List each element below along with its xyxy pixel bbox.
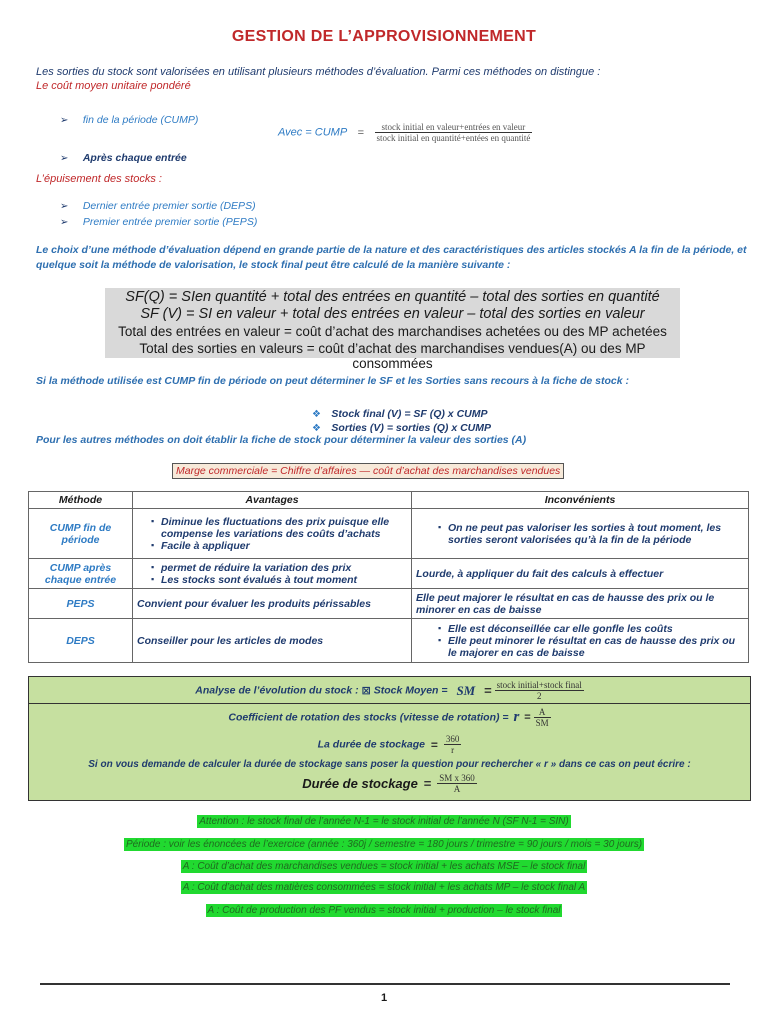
- diamond-bullet-icon: ❖: [312, 409, 321, 420]
- duree-stockage-alt-row: Si on vous demande de calculer la durée de stockage sans poser la question pour rechercher « r » dans ce cas on peut écrire : Durée de stockage = $\frac{\text{SM x 360}}{A}$: [28, 757, 751, 801]
- cump-bullet-1: ❖ Stock final (V) = SF (Q) x CUMP: [312, 408, 488, 420]
- cump-formula-prefix: Avec = CUMP: [278, 126, 348, 139]
- cump-fraction: $\frac{\text{stock initial en valeur+entrées en valeur}}{\text{stock initial en quantité+entées en quantité}}$: [376, 122, 531, 143]
- arrow-bullet-icon: ➢: [60, 217, 69, 228]
- formula-sf-quantity: SF(Q) = SIen quantité + total des entrées en quantité – total des sorties en quantité: [125, 289, 660, 305]
- cump-paragraph: Si la méthode utilisée est CUMP fin de période on peut déterminer le SF et les Sorties sans recours à la fiche de stock :: [36, 375, 630, 387]
- epuisement-heading: L’épuisement des stocks :: [36, 173, 162, 185]
- arrow-bullet-icon: ➢: [60, 153, 69, 164]
- stock-formulas-box: [105, 288, 680, 371]
- cump-bullet-2: ❖ Sorties (V) = sorties (Q) x CUMP: [312, 422, 491, 434]
- table-row: CUMP fin de période ▪ Diminue les fluctuations des prix puisque elle compense les variations des coûts d’achats ▪ Facile à appliquer ▪ On ne peut pas valoriser les sorties à tout moment, les sorties seront valorisées qu’à la fin de la période: [29, 509, 749, 559]
- checkbox-glyph-icon: ⊠: [361, 685, 371, 697]
- formula-total-entries: Total des entrées en valeur = coût d’achat des marchandises achetées ou des MP achetées: [118, 324, 667, 339]
- formula-total-exits: Total des sorties en valeurs = coût d’achat des marchandises vendues(A) ou des MP consommées: [139, 341, 646, 371]
- table-row: DEPS Conseiller pour les articles de modes ▪ Elle est déconseillée car elle gonfle les coûts ▪ Elle peut minorer le résultat en cas de hausse des prix ou le majorer en cas de baisse: [29, 619, 749, 663]
- cump-item-2: ➢ Après chaque entrée: [60, 152, 187, 164]
- table-header-method: Méthode: [29, 492, 133, 509]
- table-row: CUMP après chaque entrée ▪ permet de réduire la variation des prix ▪ Les stocks sont évalués à tout moment Lourde, à appliquer du fait des calculs à effectuer: [29, 559, 749, 589]
- page-title: GESTION DE L’APPROVISIONNEMENT: [231, 28, 537, 45]
- table-row: PEPS Convient pour évaluer les produits périssables Elle peut majorer le résultat en cas de hausse des prix ou le minorer en cas de baisse: [29, 589, 749, 619]
- rotation-row: Coefficient de rotation des stocks (vitesse de rotation) = r = $\frac{A}{SM}$: [28, 704, 751, 732]
- duree-stockage-row: La durée de stockage = $\frac{360}{r}$: [28, 731, 751, 758]
- formula-sf-value: SF (V) = SI en valeur + total des entrées en valeur – total des sorties en valeur: [140, 306, 645, 322]
- other-methods-text: Pour les autres méthodes on doit établir la fiche de stock pour déterminer la valeur des sorties (A): [36, 434, 527, 446]
- highlight-note-1: Attention : le stock final de l’année N-1 = le stock initial de l’année N (SF N-1 = SIN): [199, 816, 569, 827]
- diamond-bullet-icon: ❖: [312, 423, 321, 434]
- epuisement-item-2: ➢ Premier entrée premier sortie (PEPS): [60, 216, 258, 228]
- footer-divider: [40, 983, 730, 985]
- choice-paragraph: Le choix d’une méthode d’évaluation dépend en grande partie de la nature et des caractéristiques des articles stockés A la fin de la période, et quelque soit la méthode de valorisation, le stock final peut être calculé de la manière suivante :: [36, 244, 747, 271]
- epuisement-item-1: ➢ Dernier entrée premier sortie (DEPS): [60, 200, 256, 212]
- stock-moyen-row: Analyse de l’évolution du stock : ⊠ Stock Moyen = SM = $\frac{\text{stock initial+stock final}}{2}$: [28, 676, 751, 704]
- highlight-note-5: A : Coût de production des PF vendus = stock initial + production – le stock final: [207, 905, 561, 916]
- methods-table: [28, 491, 749, 663]
- intro-text: Les sorties du stock sont valorisées en utilisant plusieurs méthodes d’évaluation. Parmi ces méthodes on distingue :: [36, 66, 601, 78]
- highlight-note-3: A : Coût d’achat des marchandises vendues = stock initial + les achats MSE – le stock final: [182, 861, 586, 872]
- arrow-bullet-icon: ➢: [60, 201, 69, 212]
- cump-item-1: ➢ fin de la période (CUMP): [60, 114, 199, 126]
- cump-heading: Le coût moyen unitaire pondéré: [36, 80, 191, 92]
- highlight-note-4: A : Coût d’achat des matières consommées = stock initial + les achats MP – le stock final A: [182, 882, 586, 893]
- arrow-bullet-icon: ➢: [60, 115, 69, 126]
- page-number: 1: [380, 992, 388, 1004]
- table-header-drawbacks: Inconvénients: [412, 492, 749, 509]
- cump-formula: Avec = CUMP = $\frac{\text{stock initial en valeur+entrées en valeur}}{\text{stock initial en quantité+entées en quantité}}$: [278, 122, 531, 143]
- table-header-row: [29, 492, 749, 509]
- table-header-advantages: Avantages: [133, 492, 412, 509]
- marge-commerciale: Marge commerciale = Chiffre d’affaires — coût d’achat des marchandises vendues: [172, 463, 564, 479]
- highlight-note-2: Période : voir les énoncées de l’exercice (année : 360j / semestre = 180 jours / trimestre = 90 jours / mois = 30 jours): [125, 839, 643, 850]
